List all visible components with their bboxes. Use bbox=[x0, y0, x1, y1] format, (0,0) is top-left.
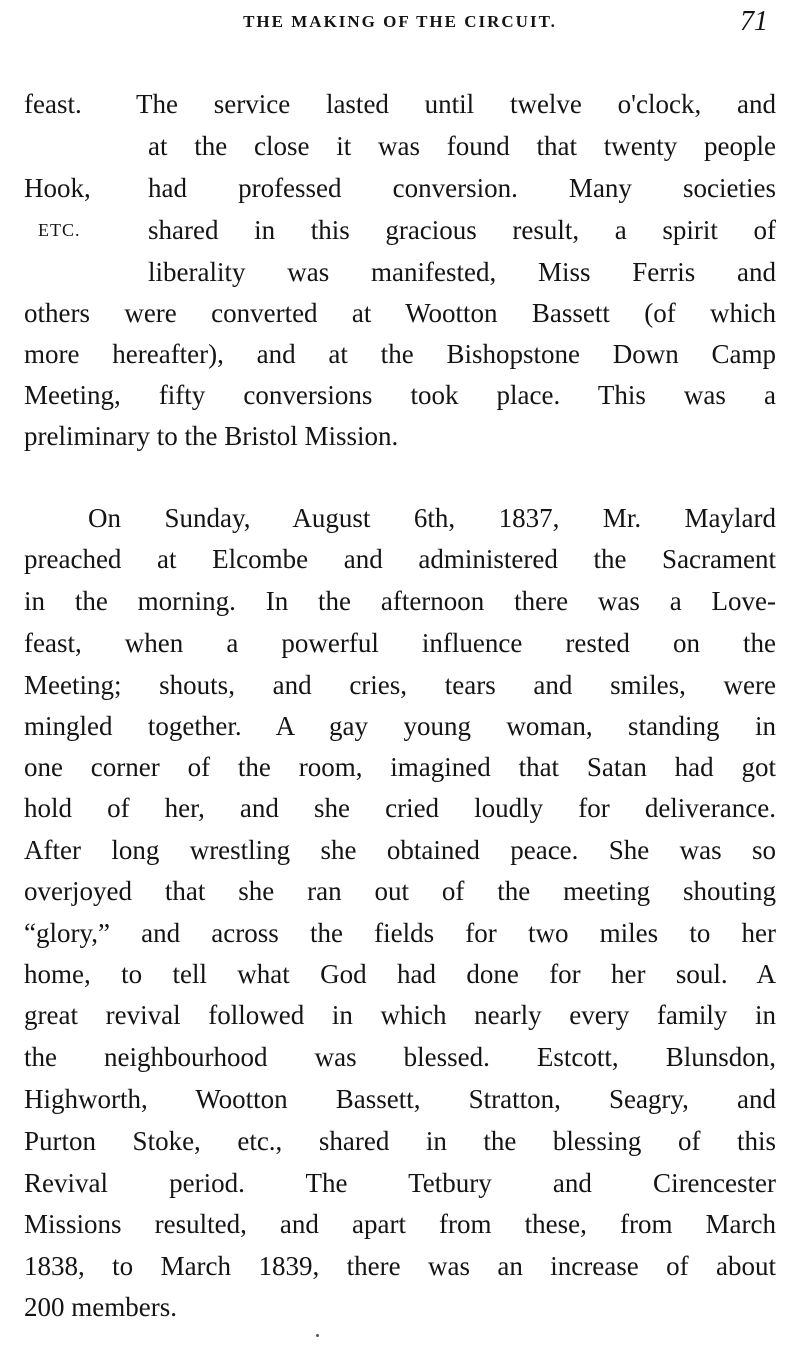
running-title: THE MAKING OF THE CIRCUIT. bbox=[243, 12, 557, 31]
text-line: On Sunday, August 6th, 1837, Mr. Maylard bbox=[88, 503, 776, 533]
text-line: the neighbourhood was blessed. Estcott, Blunsdon, bbox=[24, 1042, 776, 1072]
text-line: The service lasted until twelve o'clock, and bbox=[136, 89, 776, 119]
text-line: in the morning. In the afternoon there was a Love- bbox=[24, 586, 776, 616]
text-line: had professed conversion. Many societies bbox=[148, 173, 776, 203]
text-line: Highworth, Wootton Bassett, Stratton, Seagry, and bbox=[24, 1084, 776, 1114]
text-line: Meeting; shouts, and cries, tears and smiles, were bbox=[24, 670, 776, 700]
text-line: Purton Stoke, etc., shared in the blessing of this bbox=[24, 1126, 776, 1156]
text-line: liberality was manifested, Miss Ferris and bbox=[148, 257, 776, 287]
text-line: preliminary to the Bristol Mission. bbox=[24, 421, 399, 451]
text-line: home, to tell what God had done for her soul. A bbox=[24, 959, 776, 989]
text-line: “glory,” and across the fields for two miles to her bbox=[24, 918, 776, 948]
margin-note: Hook, bbox=[24, 173, 91, 203]
page-number: 71 bbox=[740, 6, 768, 37]
text-line: great revival followed in which nearly every family in bbox=[24, 1000, 776, 1030]
text-line: 1838, to March 1839, there was an increase of about bbox=[24, 1251, 776, 1281]
running-head bbox=[0, 6, 800, 42]
text-line: overjoyed that she ran out of the meeting shouting bbox=[24, 876, 776, 906]
text-line: 200 members. bbox=[24, 1292, 177, 1322]
text-line: Revival period. The Tetbury and Cirencester bbox=[24, 1168, 776, 1198]
text-line: hold of her, and she cried loudly for deliverance. bbox=[24, 793, 776, 823]
text-line: more hereafter), and at the Bishopstone Down Camp bbox=[24, 339, 776, 369]
text-line: shared in this gracious result, a spirit of bbox=[148, 215, 776, 245]
text-line: preached at Elcombe and administered the Sacrament bbox=[24, 544, 776, 574]
text-line: others were converted at Wootton Bassett (of which bbox=[24, 298, 776, 328]
margin-note: ETC. bbox=[38, 220, 81, 240]
text-line: one corner of the room, imagined that Satan had got bbox=[24, 752, 776, 782]
ink-speck bbox=[316, 1334, 319, 1337]
text-line: at the close it was found that twenty people bbox=[148, 131, 776, 161]
text-line: feast, when a powerful influence rested on the bbox=[24, 628, 776, 658]
text-line: After long wrestling she obtained peace. She was so bbox=[24, 835, 776, 865]
text-line: mingled together. A gay young woman, standing in bbox=[24, 711, 776, 741]
text-line: Meeting, fifty conversions took place. This was a bbox=[24, 380, 776, 410]
text-line: Missions resulted, and apart from these, from March bbox=[24, 1209, 776, 1239]
margin-note: feast. bbox=[24, 89, 82, 119]
